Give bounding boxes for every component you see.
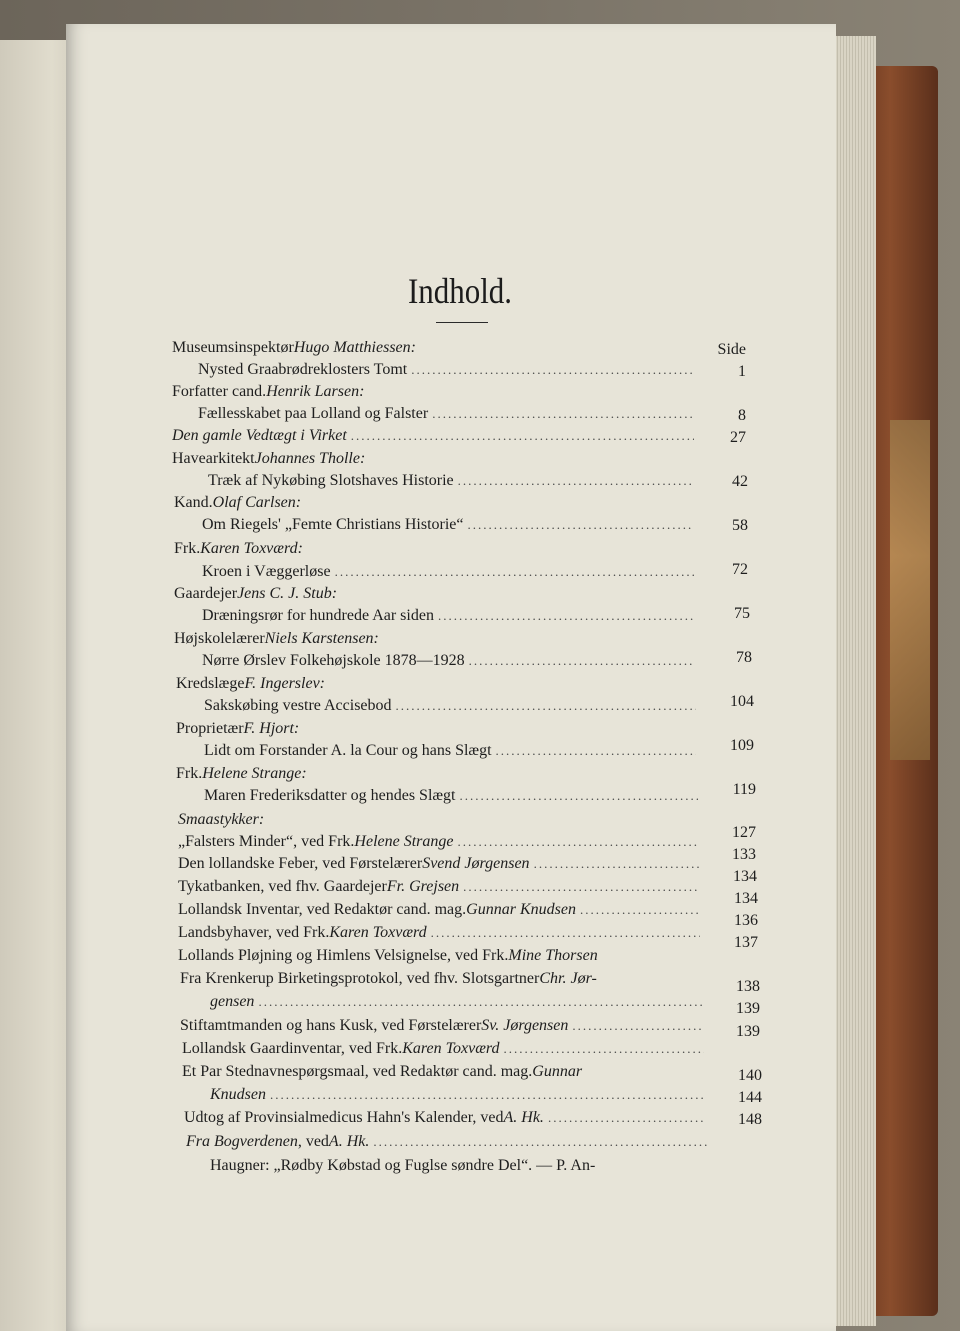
toc-small-item[interactable]: Stiftamtmanden og hans Kusk, ved Førstelærer Sv. Jørgensen ..... [180, 1014, 708, 1038]
toc-author-line: Forfatter cand. Henrik Larsen: [172, 383, 365, 400]
toc-page-number: 58 [732, 517, 748, 534]
toc-entry-line[interactable]: Træk af Nykøbing Slotshaves Historie ..... [208, 469, 698, 493]
toc-entry-line[interactable]: Nørre Ørslev Folkehøjskole 1878—1928 ..... [202, 649, 698, 673]
toc-page-number: 140 [738, 1067, 762, 1084]
toc-small-item-continuation[interactable]: gensen ..... [210, 990, 706, 1014]
toc-page-number: 119 [732, 781, 756, 798]
toc-author-line: Kredslæge F. Ingerslev: [176, 675, 326, 692]
toc-page-number: 139 [736, 1023, 760, 1040]
toc-small-item[interactable]: Udtog af Provinsialmedicus Hahn's Kalender, ved A. Hk. ..... [184, 1106, 710, 1130]
toc-entry-line[interactable]: Maren Frederiksdatter og hendes Slægt ..... [204, 784, 702, 808]
toc-page-number: 104 [730, 693, 754, 710]
toc-last-line: Haugner: „Rødby Købstad og Fuglse søndre Del“. — P. An- [210, 1157, 596, 1174]
toc-entry-line[interactable]: Sakskøbing vestre Accisebod ..... [204, 694, 700, 718]
toc-page-number: 72 [732, 561, 748, 578]
toc-page-number: 144 [738, 1089, 762, 1106]
toc-page-number: 137 [734, 934, 758, 951]
toc-small-item[interactable]: Den lollandske Feber, ved Førstelærer Svend Jørgensen ..... [178, 852, 704, 876]
toc-page-number: 127 [732, 824, 756, 841]
toc-entry-line[interactable]: Fællesskabet paa Lolland og Falster ..... [198, 402, 698, 426]
toc-page-number: 8 [738, 407, 746, 424]
toc-author-line: Havearkitekt Johannes Tholle: [172, 450, 366, 467]
toc-page-number: 139 [736, 1000, 760, 1017]
toc-page-number: 133 [732, 846, 756, 863]
toc-page-number: 1 [738, 363, 746, 380]
toc-page-number: 75 [734, 605, 750, 622]
toc-small-item[interactable]: Lollandsk Inventar, ved Redaktør cand. mag. Gunnar Knudsen ..... [178, 898, 704, 922]
toc-entry-line[interactable]: Nysted Graabrødreklosters Tomt ..... [198, 358, 698, 382]
toc-entry-line[interactable]: Kroen i Væggerløse ..... [202, 560, 698, 584]
toc-small-item-continuation[interactable]: Knudsen ..... [210, 1083, 708, 1107]
toc-entry-line[interactable]: Den gamle Vedtægt i Virket ..... [172, 424, 698, 448]
toc-page-number: 27 [730, 429, 746, 446]
toc-small-item[interactable]: Landsbyhaver, ved Frk. Karen Toxværd ..... [178, 921, 704, 945]
toc-author-line: Proprietær F. Hjort: [176, 720, 300, 737]
toc-entry-line[interactable]: Lidt om Forstander A. la Cour og hans Slægt ..... [204, 739, 700, 763]
toc-small-item[interactable]: Lollands Pløjning og Himlens Velsignelse, ved Frk. Mine Thorsen [178, 947, 598, 964]
toc-page-number: 78 [736, 649, 752, 666]
toc-page-number: 109 [730, 737, 754, 754]
toc-author-line: Museumsinspektør Hugo Matthiessen: [172, 339, 416, 356]
page-title: Indhold. [407, 271, 513, 311]
toc-entry-line[interactable]: Om Riegels' „Femte Christians Historie“ ..... [202, 513, 698, 537]
section-heading: Smaastykker: [178, 811, 265, 828]
side-label: Side [717, 341, 746, 358]
toc-small-item[interactable]: Fra Krenkerup Birketingsprotokol, ved fhv. Slotsgartner Chr. Jør- [180, 970, 597, 987]
toc-page-number: 138 [736, 978, 760, 995]
toc-page-number: 134 [734, 890, 758, 907]
toc-author-line: Gaardejer Jens C. J. Stub: [174, 585, 338, 602]
toc-author-line: Højskolelærer Niels Karstensen: [174, 630, 379, 647]
toc-author-line: Frk. Helene Strange: [176, 765, 307, 782]
toc-small-item[interactable]: „Falsters Minder“, ved Frk. Helene Strange ..... [178, 830, 702, 854]
toc-small-item[interactable]: Et Par Stednavnespørgsmaal, ved Redaktør cand. mag. Gunnar [182, 1063, 583, 1080]
toc-author-line: Kand. Olaf Carlsen: [174, 494, 302, 511]
toc-small-item[interactable]: Fra Bogverdenen , ved A. Hk. ..... [186, 1130, 712, 1154]
toc-page-number: 136 [734, 912, 758, 929]
toc-page-number: 134 [733, 868, 757, 885]
toc-entry-line[interactable]: Dræningsrør for hundrede Aar siden ..... [202, 604, 698, 628]
toc-small-item[interactable]: Lollandsk Gaardinventar, ved Frk. Karen Toxværd ..... [182, 1037, 708, 1061]
toc-author-line: Frk. Karen Toxværd: [174, 540, 303, 557]
toc-page-number: 42 [732, 473, 748, 490]
toc-small-item[interactable]: Tykatbanken, ved fhv. Gaardejer Fr. Grejsen ..... [178, 875, 704, 899]
toc-page-number: 148 [738, 1111, 762, 1128]
